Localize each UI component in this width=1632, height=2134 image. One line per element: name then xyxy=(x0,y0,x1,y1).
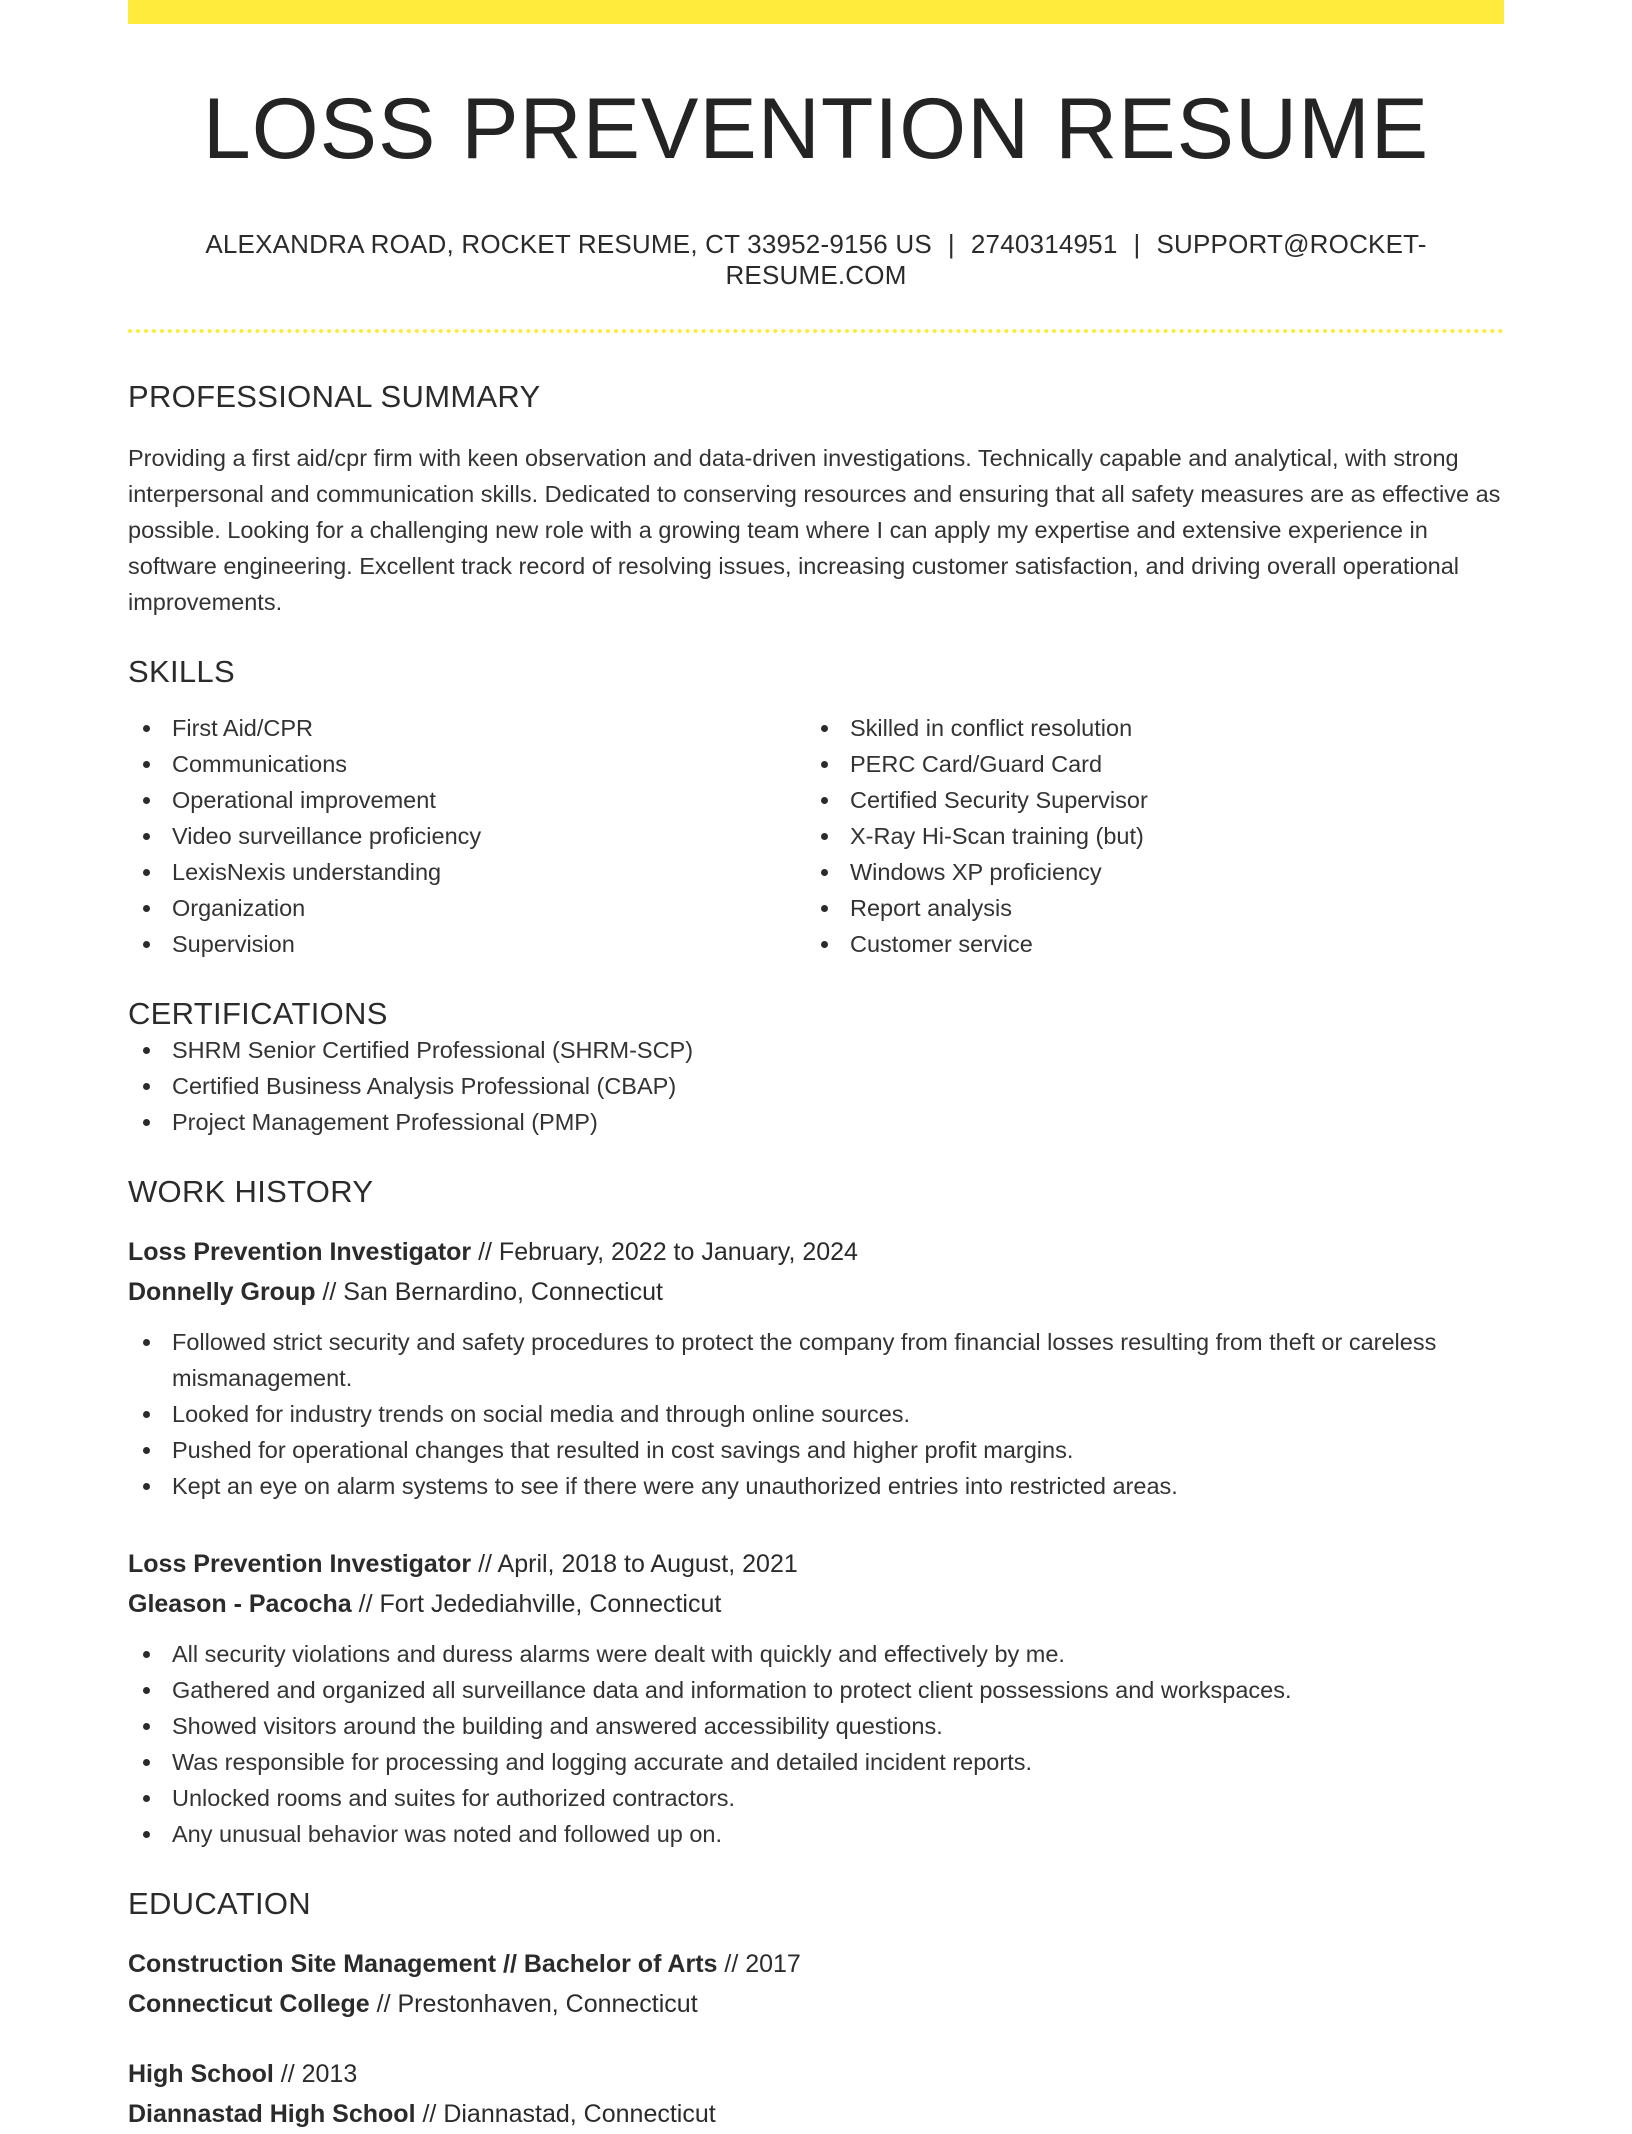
skills-list-right xyxy=(806,710,1484,962)
skill-item: X-Ray Hi-Scan training (but) xyxy=(806,818,1484,854)
job-company: Gleason - Pacocha xyxy=(128,1589,352,1618)
education-location: // Diannastad, Connecticut xyxy=(415,2099,716,2128)
certification-item: Certified Business Analysis Professional (CBAP) xyxy=(128,1068,1504,1104)
skills-section xyxy=(128,654,1504,962)
contact-line xyxy=(128,229,1504,291)
job-bullets xyxy=(128,1636,1504,1852)
resume-title: LOSS PREVENTION RESUME xyxy=(202,81,1430,177)
job-bullet: Any unusual behavior was noted and followed up on. xyxy=(128,1816,1504,1852)
skills-columns xyxy=(128,710,1504,962)
education-section xyxy=(128,1886,1504,2134)
job-entry xyxy=(128,1232,1504,1504)
job-bullet: Looked for industry trends on social media and through online sources. xyxy=(128,1396,1504,1432)
dotted-divider xyxy=(128,329,1504,333)
work-history-section xyxy=(128,1174,1504,1852)
contact-email: SUPPORT@ROCKET-RESUME.COM xyxy=(725,228,1427,290)
education-location: // Prestonhaven, Connecticut xyxy=(369,1989,698,2018)
section-heading: EDUCATION xyxy=(128,1885,311,1921)
accent-bar xyxy=(128,0,1504,24)
skill-item: Certified Security Supervisor xyxy=(806,782,1484,818)
skill-item: LexisNexis understanding xyxy=(128,854,806,890)
skill-item: Customer service xyxy=(806,926,1484,962)
summary-text: Providing a first aid/cpr firm with keen observation and data-driven investigations. Technically capable and analytical, with strong interpersonal and communication skills. Dedicated to conserving resources and ensuring that all safety measures are as effective as possible. Looking for a challenging new role with a growing team where I can apply my expertise and extensive experience in software engineering. Excellent track record of resolving issues, increasing customer satisfaction, and driving overall operational improvements. xyxy=(128,444,1501,615)
skill-item: Communications xyxy=(128,746,806,782)
skill-item: PERC Card/Guard Card xyxy=(806,746,1484,782)
job-bullet: Gathered and organized all surveillance data and information to protect client possessions and workspaces. xyxy=(128,1672,1504,1708)
job-title: Loss Prevention Investigator xyxy=(128,1237,472,1266)
skill-item: Organization xyxy=(128,890,806,926)
section-heading: WORK HISTORY xyxy=(128,1173,374,1209)
certifications-section xyxy=(128,996,1504,1140)
certification-item: Project Management Professional (PMP) xyxy=(128,1104,1504,1140)
job-bullet: All security violations and duress alarms were dealt with quickly and effectively by me. xyxy=(128,1636,1504,1672)
education-degree-line xyxy=(128,1944,1504,1984)
job-location: // San Bernardino, Connecticut xyxy=(315,1277,663,1306)
summary-section xyxy=(128,379,1504,620)
job-bullet: Was responsible for processing and logging accurate and detailed incident reports. xyxy=(128,1744,1504,1780)
skill-item: First Aid/CPR xyxy=(128,710,806,746)
skill-item: Video surveillance proficiency xyxy=(128,818,806,854)
job-company-line xyxy=(128,1584,1504,1624)
education-school-line xyxy=(128,1984,1504,2024)
resume-page xyxy=(128,0,1504,2134)
contact-address: ALEXANDRA ROAD, ROCKET RESUME, CT 33952-9156 US xyxy=(205,228,932,259)
job-title: Loss Prevention Investigator xyxy=(128,1549,472,1578)
job-bullets xyxy=(128,1324,1504,1504)
contact-separator: | xyxy=(947,228,955,259)
skill-item: Operational improvement xyxy=(128,782,806,818)
skill-item: Report analysis xyxy=(806,890,1484,926)
certifications-list xyxy=(128,1032,1504,1140)
skill-item: Supervision xyxy=(128,926,806,962)
skills-list-left xyxy=(128,710,806,962)
job-bullet: Followed strict security and safety procedures to protect the company from financial losses resulting from theft or careless mismanagement. xyxy=(128,1324,1504,1396)
education-entry xyxy=(128,1944,1504,2024)
job-bullet: Kept an eye on alarm systems to see if there were any unauthorized entries into restricted areas. xyxy=(128,1468,1504,1504)
skills-column-left xyxy=(128,710,806,962)
job-company-line xyxy=(128,1272,1504,1312)
job-location: // Fort Jedediahville, Connecticut xyxy=(351,1589,722,1618)
skill-item: Skilled in conflict resolution xyxy=(806,710,1484,746)
job-bullet: Unlocked rooms and suites for authorized contractors. xyxy=(128,1780,1504,1816)
education-degree-line xyxy=(128,2054,1504,2094)
section-heading: CERTIFICATIONS xyxy=(128,995,388,1031)
certification-item: SHRM Senior Certified Professional (SHRM-SCP) xyxy=(128,1032,1504,1068)
education-entry xyxy=(128,2054,1504,2134)
skill-item: Windows XP proficiency xyxy=(806,854,1484,890)
contact-separator: | xyxy=(1133,228,1141,259)
education-year: // 2017 xyxy=(717,1949,801,1978)
skills-column-right xyxy=(806,710,1484,962)
job-role-line xyxy=(128,1544,1504,1584)
section-heading: PROFESSIONAL SUMMARY xyxy=(128,378,541,414)
job-bullet: Showed visitors around the building and answered accessibility questions. xyxy=(128,1708,1504,1744)
education-degree: Construction Site Management // Bachelor of Arts xyxy=(128,1949,718,1978)
job-bullet: Pushed for operational changes that resulted in cost savings and higher profit margins. xyxy=(128,1432,1504,1468)
education-year: // 2013 xyxy=(273,2059,358,2088)
contact-phone: 2740314951 xyxy=(970,228,1118,259)
job-dates: // February, 2022 to January, 2024 xyxy=(471,1237,858,1266)
job-dates: // April, 2018 to August, 2021 xyxy=(471,1549,798,1578)
job-company: Donnelly Group xyxy=(128,1277,316,1306)
education-degree: High School xyxy=(128,2059,274,2088)
education-school: Diannastad High School xyxy=(128,2099,416,2128)
job-entry xyxy=(128,1544,1504,1852)
job-role-line xyxy=(128,1232,1504,1272)
education-school: Connecticut College xyxy=(128,1989,370,2018)
section-heading: SKILLS xyxy=(128,653,235,689)
education-school-line xyxy=(128,2094,1504,2134)
